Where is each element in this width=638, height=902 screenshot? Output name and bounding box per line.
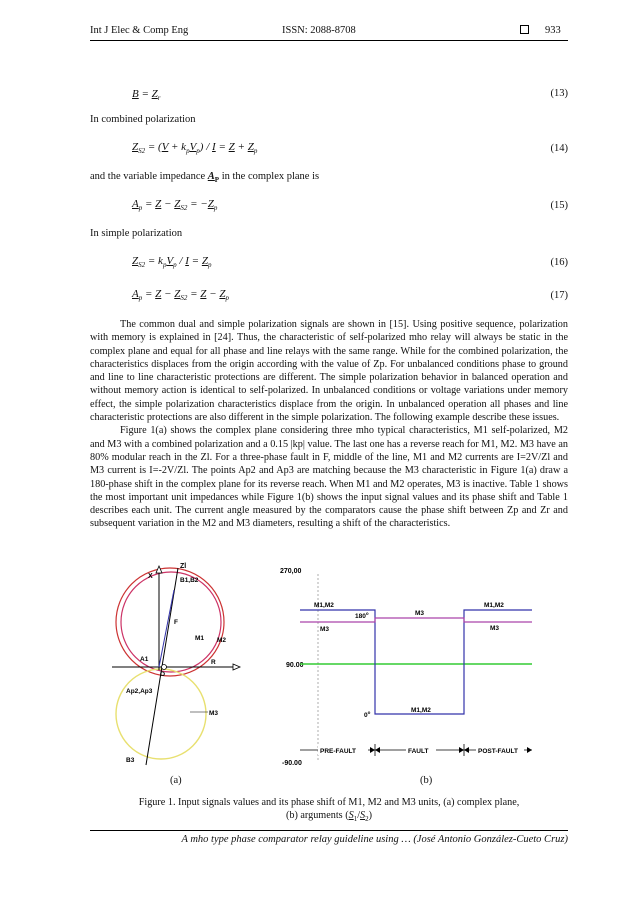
equation-17-number: (17) — [550, 290, 568, 301]
equation-16: $Z_{S2} = k_pV_p / I = Z_p$ — [132, 255, 212, 270]
label-a1: A1 — [140, 656, 149, 663]
arrow-icon — [527, 747, 532, 753]
tick-90: 90.00 — [286, 662, 304, 669]
equation-15: $A_p = Z - Z_{S2} = -Z_p$ — [132, 198, 218, 213]
tick-neg90: -90.00 — [282, 760, 302, 767]
arrow-icon — [370, 747, 375, 753]
label-m2: M2 — [217, 637, 227, 644]
equation-15-number: (15) — [550, 200, 568, 211]
header-rule — [90, 40, 568, 41]
combined-label: In combined polarization — [90, 114, 196, 125]
r-axis-arrow-icon — [233, 664, 240, 670]
label-f: F — [174, 619, 178, 626]
body-text — [90, 318, 568, 531]
label-m3-mid: M3 — [415, 610, 425, 617]
label-m1m2-bottom: M1,M2 — [411, 707, 431, 714]
figure-caption-line1: Figure 1. Input signals values and its phase shift of M1, M2 and M3 units, (a) complex plane, — [138, 797, 520, 808]
zp-line — [159, 590, 174, 667]
label-r: R — [211, 659, 216, 666]
origin-point — [162, 665, 167, 670]
label-ap2-ap3: Ap2,Ap3 — [126, 688, 153, 695]
label-b3: B3 — [126, 757, 135, 764]
figure-b-sublabel: (b) — [420, 775, 433, 786]
label-post-fault: POST-FAULT — [478, 748, 518, 755]
equation-17: $A_p = Z - Z_{S2} = Z - Z_p$ — [132, 288, 229, 303]
figure-a-sublabel: (a) — [170, 775, 182, 786]
label-0-deg: 0$^o$ — [364, 710, 371, 719]
variable-impedance-text: and the variable impedance $A_P$ in the complex plane is — [90, 171, 320, 185]
label-o: O — [160, 671, 166, 678]
equation-13: $B = Z_r$ — [132, 88, 161, 103]
figure-caption-line2: (b) arguments $(S_1/S_2)$ — [285, 810, 373, 824]
equation-14: $Z_{S2} = (V + k_pV_p) / I = Z + Z_p$ — [132, 141, 258, 156]
paragraph-1: The common dual and simple polarization signals are shown in [15]. Using positive sequence, polarization with memory is explained in [24]. Thus, the characteristic of self-polarized mho relay will always be static in the complex plane and equal for all phase and line relays with the same range. While for the combined polarization, the characteristics displaces from the origin according with the value of Zp. For unbalanced conditions phase to ground and line to line characteristic protections are different. The simple polarization behavior in balanced operation and without memory action is identical to self-polarized. In unbalanced conditions or voltage variations under memory effect, the simple polarization characteristics displace from the origin. In unbalanced operation all phases and line characteristic protections are also different in the simple polarization. The following example describe these issues. — [90, 319, 568, 424]
footer-text: A mho type phase comparator relay guideline using … (José Antonio González-Cueto Cruz) — [181, 834, 568, 845]
simple-label: In simple polarization — [90, 228, 183, 239]
label-m3: M3 — [209, 710, 219, 717]
label-fault: FAULT — [408, 748, 429, 755]
label-zl: Zl — [180, 563, 187, 570]
equation-16-number: (16) — [550, 257, 568, 268]
label-m3-left: M3 — [320, 626, 330, 633]
issn: ISSN: 2088-8708 — [282, 25, 356, 36]
label-m1m2-left: M1,M2 — [314, 602, 334, 609]
label-x: X — [148, 573, 153, 580]
label-m3-right: M3 — [490, 625, 500, 632]
label-180: 180$^o$ — [355, 611, 369, 620]
figure-b-arguments-plot — [278, 560, 536, 770]
figure-a-complex-plane — [108, 560, 258, 775]
label-m1: M1 — [195, 635, 205, 642]
journal-name: Int J Elec & Comp Eng — [90, 25, 189, 36]
tick-270: 270,00 — [280, 568, 302, 575]
arrow-icon — [464, 747, 469, 753]
page-number: 933 — [545, 25, 561, 36]
arrow-icon — [459, 747, 464, 753]
label-pre-fault: PRE-FAULT — [320, 748, 356, 755]
arrow-icon — [375, 747, 380, 753]
m2-circle — [116, 568, 227, 676]
label-b1b2: B1,B2 — [180, 577, 199, 584]
label-m1m2-right: M1,M2 — [484, 602, 504, 609]
footer-rule — [90, 830, 568, 831]
checkbox-icon — [520, 25, 529, 37]
paragraph-2: Figure 1(a) shows the complex plane considering three mho typical characteristics, M1 self-polarized, M2 and M3 with a combined polarization and a 0.15 |kp| value. The last one has a reverse reach for M1, M2. M3 have an 80% modular reach in the Zl. For a three-phase fault in F, middle of the line, M1 and M2 currents are I=2V/Zl and M3 current is I=-2V/Zl. The points Ap2 and Ap3 are matching because the M3 characteristic in Figure 1(a) draw a 180-phase shift in the complex plane for its reverse reach. When M1 and M2 operates, M3 is inactive. Table 1 shows the most important unit impedances while Figure 1(b) shows the input signal values and its phase shift and Table 1 describes each unit. The current angle measured by the comparators cause the phase shift between Zp and Zr and subsequent variation in the M2 and M3 diameters, resulting a shift of the characteristics. — [90, 425, 568, 530]
equation-13-number: (13) — [550, 88, 568, 99]
m1-circle — [121, 572, 221, 672]
m3-circle — [116, 669, 206, 759]
equation-14-number: (14) — [550, 143, 568, 154]
m3-trace — [300, 618, 532, 622]
